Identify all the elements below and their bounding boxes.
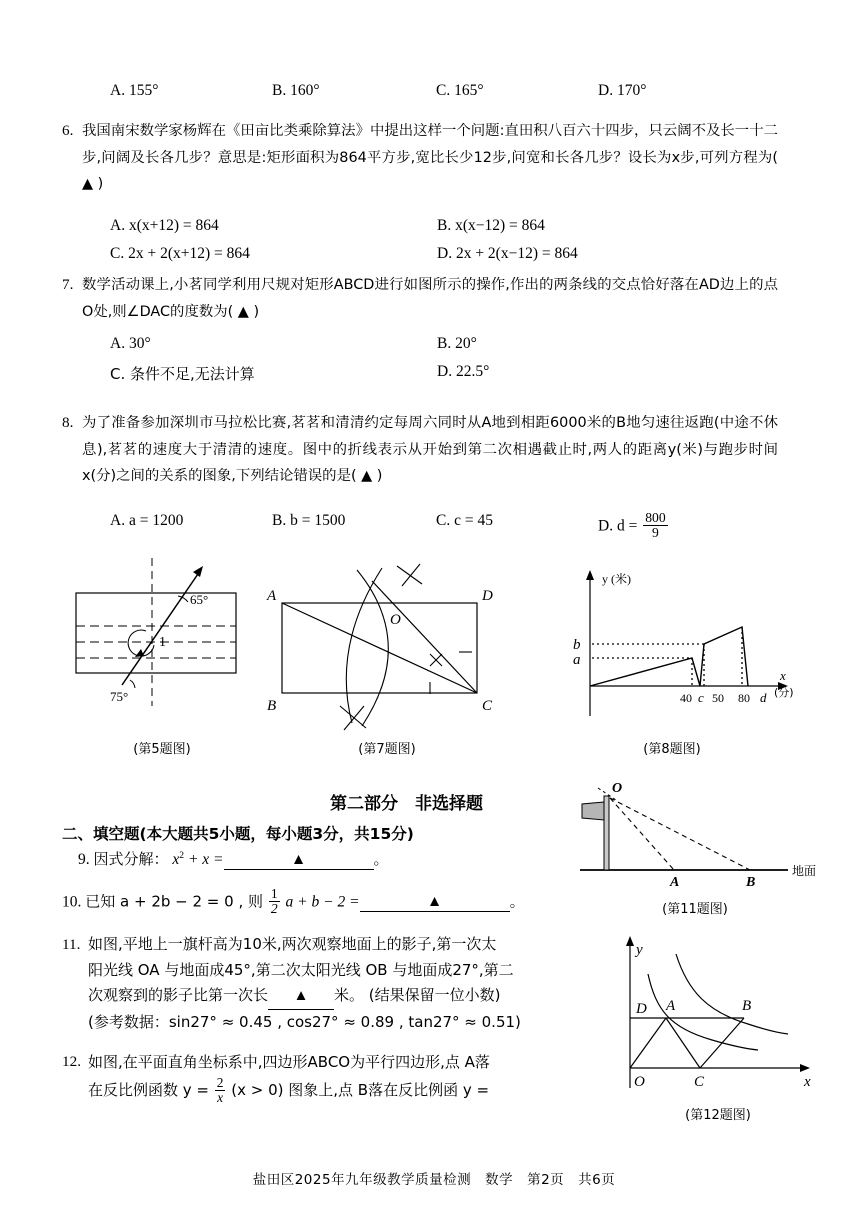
figure-q12	[608, 928, 828, 1103]
q8-number: 8.	[62, 414, 74, 431]
q10-fraction	[269, 887, 280, 917]
q11-number: 11.	[62, 936, 81, 953]
x-tick-80: 80	[738, 691, 750, 705]
q7-number: 7.	[62, 276, 74, 293]
q9-tail: 。	[373, 850, 389, 868]
figure-q11-caption: (第11题图)	[662, 902, 728, 917]
question-10	[62, 888, 525, 918]
label-O: O	[612, 781, 623, 796]
arc-cross-bottom-1	[340, 706, 366, 728]
label-B: B	[746, 875, 756, 890]
q12-number: 12.	[62, 1053, 81, 1070]
label-D: D	[636, 1001, 647, 1017]
x-tick-d: d	[760, 690, 767, 705]
label-ground: 地面	[792, 864, 817, 878]
q12-line1: 如图,在平面直角坐标系中,四边形ABCO为平行四边形,点 A落	[88, 1053, 490, 1071]
q11-line2: 阳光线 OA 与地面成45°,第二次太阳光线 OB 与地面成27°,第二	[88, 960, 514, 979]
label-y: y	[636, 942, 643, 958]
angle-arc-75	[130, 680, 135, 688]
figure-q7-svg	[262, 558, 512, 733]
q11-line3	[88, 983, 602, 1010]
q9-answer-blank[interactable]: ▲	[224, 851, 374, 870]
q6-number: 6.	[62, 122, 74, 139]
sun-ray-OB	[610, 798, 750, 870]
q5-option-d[interactable]: D. 170°	[598, 82, 647, 99]
q5-option-c[interactable]: C. 165°	[436, 82, 484, 99]
q12-denominator: x	[217, 1090, 224, 1106]
page-footer: 盐田区2025年九年级教学质量检测 数学 第2页 共6页	[252, 1172, 616, 1188]
q5-option-b[interactable]: B. 160°	[272, 82, 320, 99]
q8-d-denominator: 9	[652, 525, 659, 541]
q6-option-b[interactable]: B. x(x−12) = 864	[437, 217, 545, 234]
label-B: B	[267, 698, 277, 714]
figure-q5-caption: (第5题图)	[133, 742, 191, 757]
q11-line3-prefix: 次观察到的影子比第一次长	[88, 986, 269, 1004]
figure-q7-caption: (第7题图)	[358, 742, 416, 757]
q8-option-d-fraction	[643, 511, 667, 541]
q8-option-b[interactable]: B. b = 1500	[272, 512, 346, 529]
figure-q5	[62, 558, 262, 733]
q5-option-a[interactable]: A. 155°	[110, 82, 159, 99]
label-A: A	[267, 588, 277, 604]
y-tick-a: a	[573, 652, 581, 668]
q9-expr-rest: + x =	[187, 851, 224, 868]
question-7	[62, 272, 778, 325]
ray-arrowhead	[193, 566, 203, 577]
arc-cross-bottom-2	[344, 706, 364, 730]
figure-q11	[570, 778, 820, 888]
q12-line2-prefix: 在反比例函数 y =	[88, 1081, 209, 1099]
figure-q8-caption: (第8题图)	[643, 742, 701, 757]
q7-option-b[interactable]: B. 20°	[437, 335, 477, 352]
sun-ray-OA	[610, 798, 674, 870]
q11-answer-blank[interactable]: ▲	[268, 983, 334, 1010]
question-11	[62, 932, 602, 1035]
x-tick-c: c	[698, 690, 704, 705]
q12-numerator: 2	[216, 1074, 224, 1090]
flag-shape	[582, 802, 604, 820]
label-O: O	[634, 1074, 645, 1090]
q11-line1: 如图,平地上一旗杆高为10米,两次观察地面上的影子,第一次太	[88, 935, 497, 953]
label-D: D	[482, 588, 493, 604]
figure-q5-svg	[62, 558, 262, 733]
q7-option-a[interactable]: A. 30°	[110, 335, 151, 352]
q10-numerator: 1	[270, 886, 278, 901]
label-A: A	[666, 998, 676, 1014]
segment-CB	[700, 1018, 744, 1068]
y-axis-arrow	[586, 570, 594, 580]
x-axis-label: x	[780, 668, 786, 683]
q8-option-d-prefix: D. d =	[598, 517, 638, 535]
q9-expr-exponent: 2	[179, 849, 185, 861]
y-axis-arrow	[626, 936, 634, 946]
label-A: A	[670, 875, 680, 890]
q11-line3-suffix: 米。 (结果保留一位小数)	[334, 986, 501, 1004]
q10-answer-blank[interactable]: ▲	[360, 893, 510, 912]
q8-option-a[interactable]: A. a = 1200	[110, 512, 184, 529]
y-axis-label: y (米)	[602, 572, 631, 586]
incident-ray	[122, 571, 200, 685]
polyline-helper	[590, 644, 704, 686]
label-B: B	[742, 998, 752, 1014]
arc-cross-top-2	[402, 564, 420, 586]
q7-option-d[interactable]: D. 22.5°	[437, 363, 490, 380]
part2-title: 第二部分 非选择题	[330, 794, 483, 814]
q8-option-c[interactable]: C. c = 45	[436, 512, 493, 529]
y-tick-b: b	[573, 637, 581, 653]
label-C: C	[482, 698, 493, 714]
q9-lead: 因式分解：	[93, 850, 169, 868]
question-6	[62, 118, 778, 198]
x-axis-unit: (分)	[774, 686, 794, 699]
segment-OA	[630, 1018, 666, 1068]
figure-q12-caption: (第12题图)	[685, 1108, 751, 1123]
question-8	[62, 410, 778, 490]
x-tick-50: 50	[712, 691, 724, 705]
x-axis-arrow	[800, 1064, 810, 1072]
q7-option-c[interactable]: C. 条件不足,无法计算	[110, 365, 255, 383]
q6-option-a[interactable]: A. x(x+12) = 864	[110, 217, 219, 234]
q10-expr-rest: a + b − 2 =	[285, 893, 360, 911]
q6-option-c[interactable]: C. 2x + 2(x+12) = 864	[110, 245, 250, 262]
q10-tail: 。	[509, 892, 525, 911]
hyperbola-outer	[676, 954, 788, 1034]
rect-shape	[76, 593, 236, 673]
x-tick-40: 40	[680, 691, 692, 705]
distance-polyline	[590, 627, 748, 686]
q9-number: 9.	[78, 851, 90, 868]
diagonal-AC	[282, 603, 477, 693]
angle-1-label: 1	[159, 635, 166, 650]
q12-fraction	[215, 1076, 226, 1105]
q6-stem: 我国南宋数学家杨辉在《田亩比类乘除算法》中提出这样一个问题:直田积八百六十四步，只云阔不及长一十二步,问阔及长各几步？意思是:矩形面积为864平方步,宽比长少12步,问宽和长各几步？设长为x步,可列方程为( ▲ )	[82, 123, 778, 192]
figure-q12-svg	[608, 928, 828, 1103]
figure-q7	[262, 558, 512, 733]
q8-d-numerator: 800	[645, 510, 666, 525]
figure-q8	[552, 558, 792, 733]
q10-denominator: 2	[270, 901, 278, 917]
q8-stem: 为了准备参加深圳市马拉松比赛,茗茗和清清约定每周六同时从A地到相距6000米的B地匀速往返跑(中途不休息),茗茗的速度大于清清的速度。图中的折线表示从开始到第二次相遇截止时,两人的距离y(米)与跑步时间x(分)之间的关系的图象,下列结论错误的是( ▲ )	[82, 415, 778, 484]
q8-option-d[interactable]	[598, 512, 670, 542]
q11-line4: (参考数据：sin27° ≈ 0.45 , cos27° ≈ 0.89 , tan27° ≈ 0.51)	[88, 1012, 521, 1031]
question-12	[62, 1048, 607, 1106]
flagpole	[604, 796, 609, 870]
figure-q8-svg	[552, 558, 792, 733]
q10-lead: 已知 a + 2b − 2 = 0 , 则	[85, 892, 263, 911]
angle-75-label: 75°	[110, 689, 129, 704]
segment-AC	[666, 1018, 700, 1068]
figure-q11-svg	[570, 778, 820, 888]
q6-option-d[interactable]: D. 2x + 2(x−12) = 864	[437, 245, 578, 262]
q9-expr-x: x	[172, 851, 180, 868]
label-O: O	[390, 612, 401, 628]
q12-line2-suffix: (x > 0) 图象上,点 B落在反比例函 y =	[231, 1081, 490, 1099]
angle-65-label: 65°	[190, 592, 209, 607]
q10-number: 10.	[62, 893, 82, 911]
part2-section-heading: 二、填空题(本大题共5小题，每小题3分，共15分)	[62, 825, 414, 843]
q7-stem: 数学活动课上,小茗同学利用尺规对矩形ABCD进行如图所示的操作,作出的两条线的交点恰好落在AD边上的点O处,则∠DAC的度数为( ▲ )	[82, 277, 778, 320]
question-9	[78, 848, 389, 870]
q12-line2	[88, 1076, 607, 1106]
arc-cross-top-1	[397, 566, 422, 584]
label-x: x	[804, 1074, 811, 1090]
label-C: C	[694, 1074, 705, 1090]
